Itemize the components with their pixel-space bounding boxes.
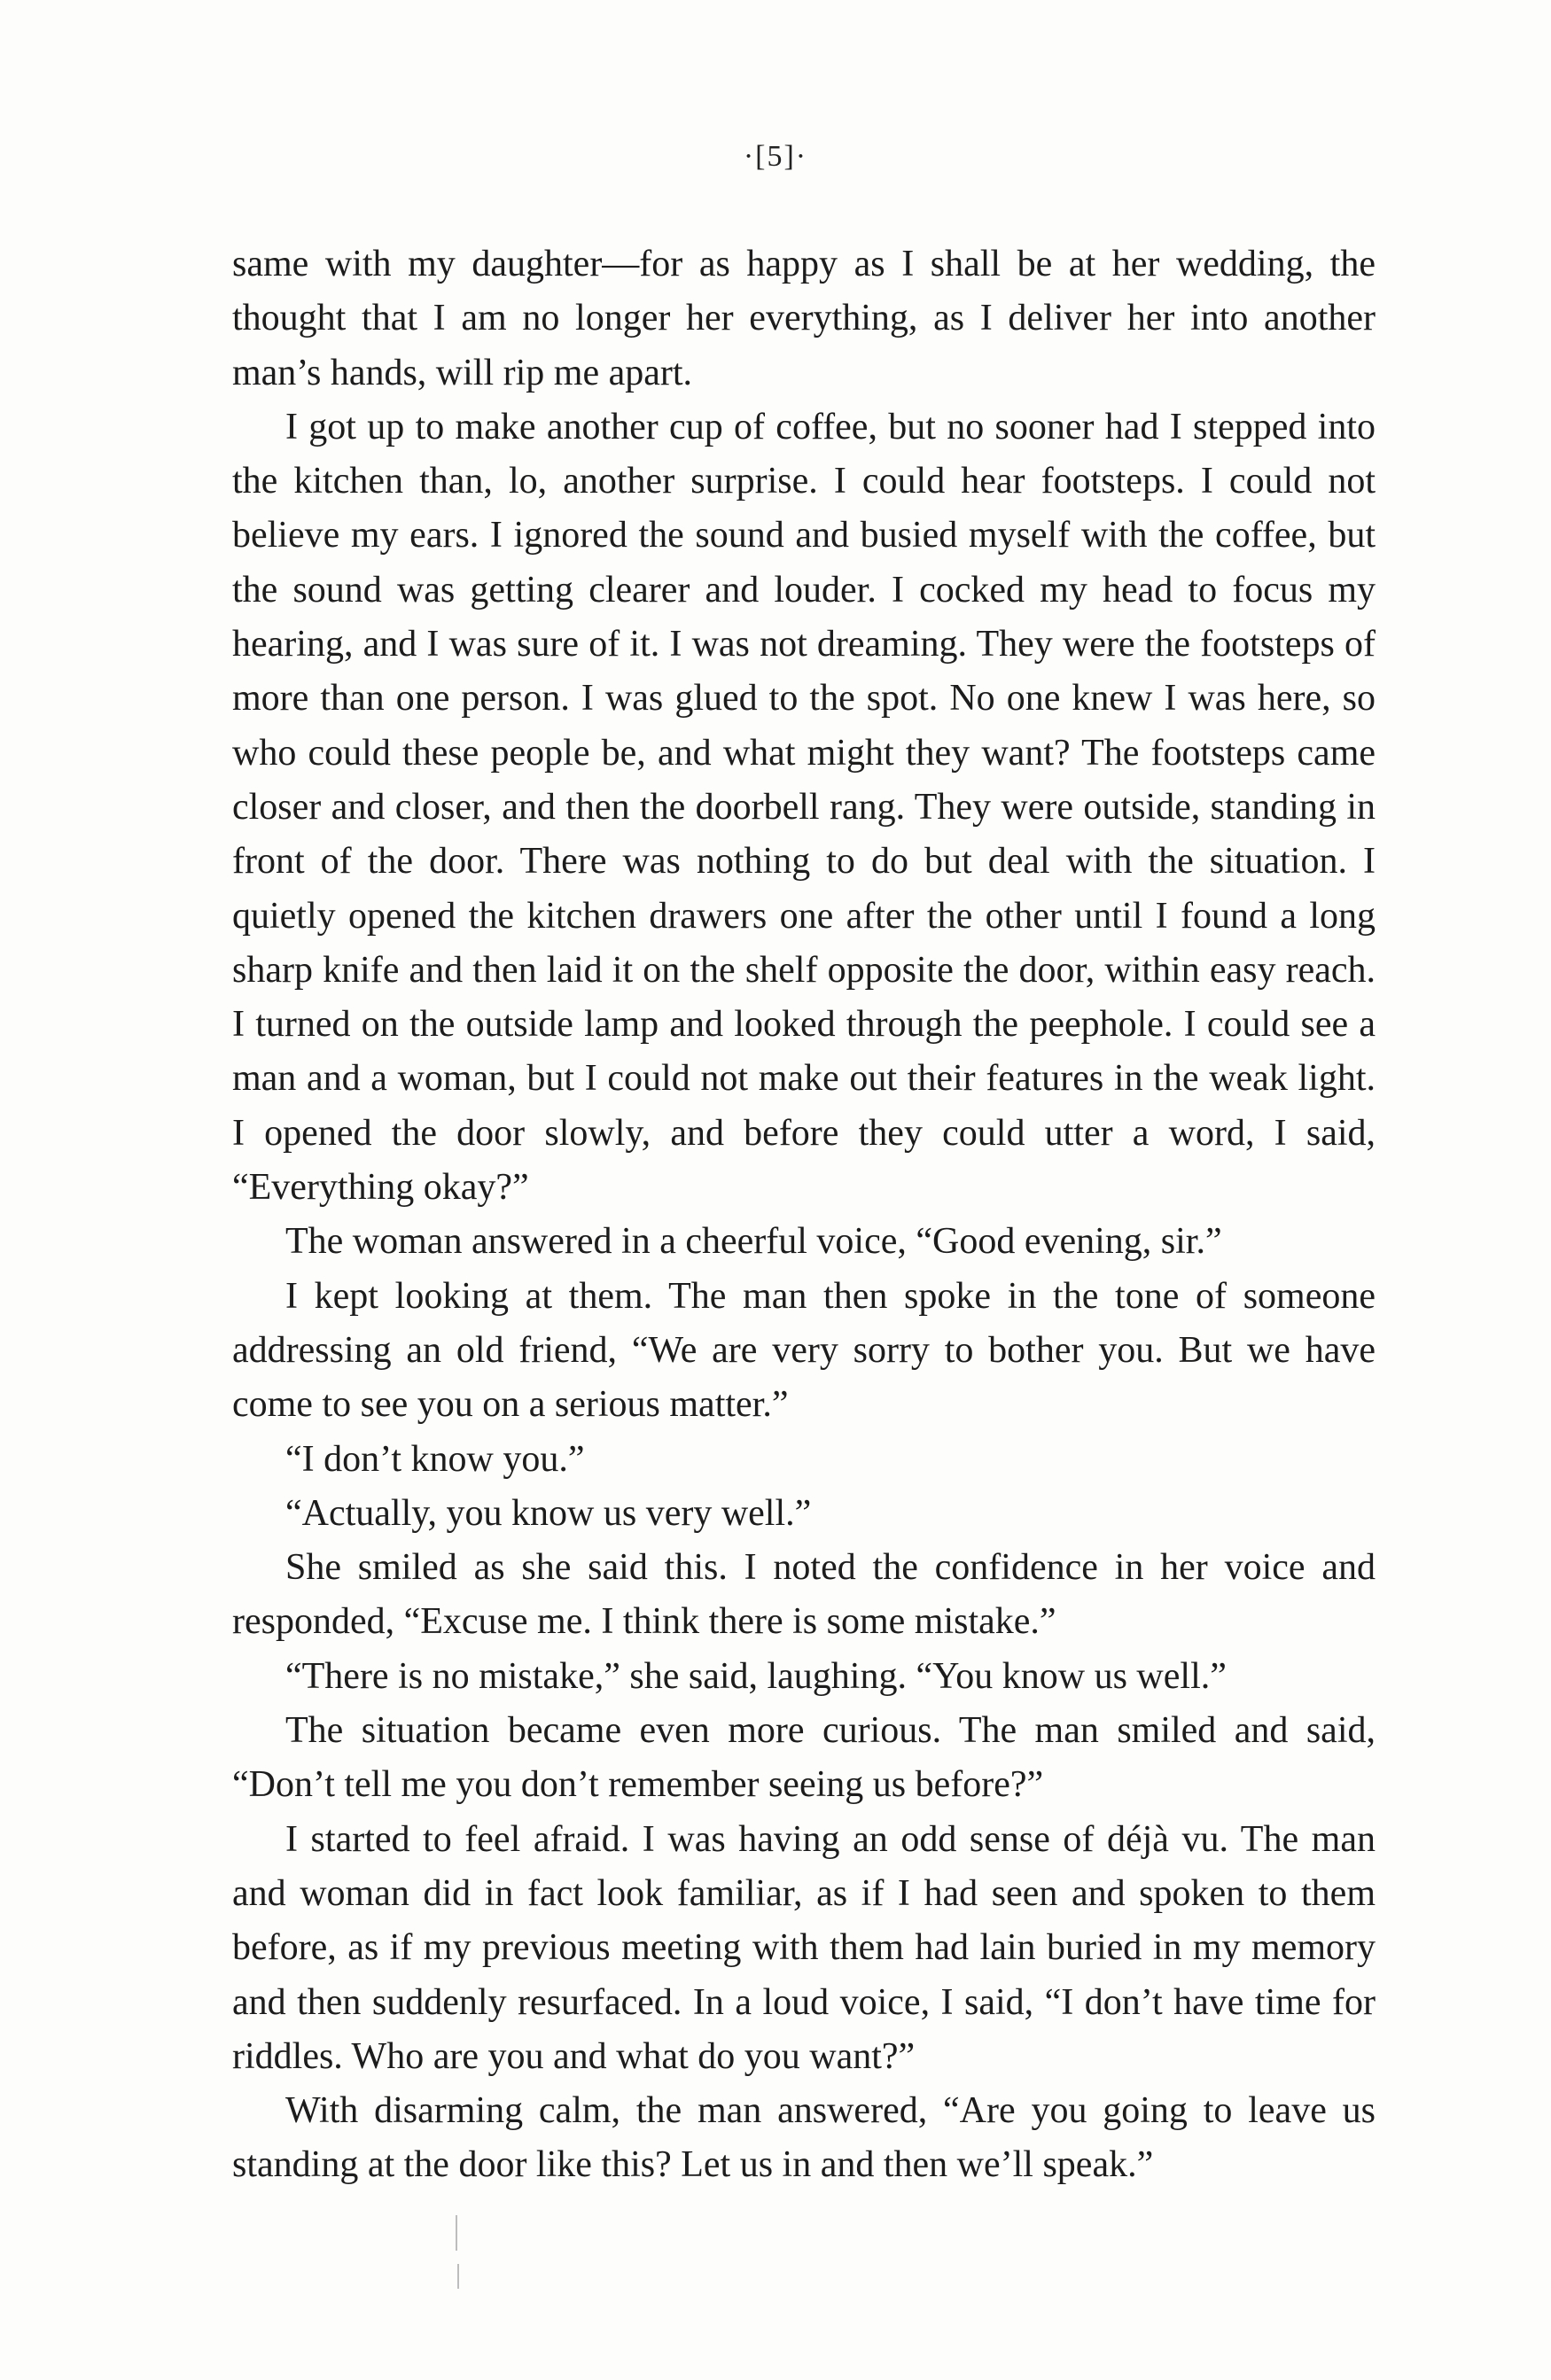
paragraph: I started to feel afraid. I was having an odd sense of déjà vu. The man and woman did in fact look familiar, as if I had seen and spoken to them before, as if my previous meeting with them had lain buried in my memory and then suddenly resurfaced. In a loud voice, I said, “I don’t have time for riddles. Who are you and what do you want?” [232, 1818, 1376, 2077]
scan-mark [456, 2215, 457, 2251]
scan-mark [457, 2264, 459, 2289]
paragraph: “There is no mistake,” she said, laughing. “You know us well.” [285, 1655, 1227, 1697]
body-text [232, 237, 1376, 2193]
paragraph: The woman answered in a cheerful voice, “Good evening, sir.” [285, 1221, 1222, 1263]
paragraph: I got up to make another cup of coffee, but no sooner had I stepped into the kitchen than, lo, another surprise. I could hear footsteps. I could not believe my ears. I ignored the sound and busied myself with the coffee, but the sound was getting clearer and louder. I cocked my head to focus my hearing, and I was sure of it. I was not dreaming. They were the footsteps of more than one person. I was glued to the spot. No one knew I was here, so who could these people be, and what might they want? The footsteps came closer and closer, and then the doorbell rang. They were outside, standing in front of the door. There was nothing to do but deal with the situation. I quietly opened the kitchen drawers one after the other until I found a long sharp knife and then laid it on the shelf opposite the door, within easy reach. I turned on the outside lamp and looked through the peephole. I could see a man and a woman, but I could not make out their features in the weak light. I opened the door slowly, and before they could utter a word, I said, “Everything okay?” [232, 406, 1376, 1209]
page-number: ·[5]· [743, 140, 808, 173]
paragraph: “Actually, you know us very well.” [285, 1492, 812, 1534]
paragraph: “I don’t know you.” [285, 1438, 585, 1480]
paragraph: I kept looking at them. The man then spoke in the tone of someone addressing an old friend, “We are very sorry to bother you. But we have come to see you on a serious matter.” [232, 1275, 1376, 1426]
paragraph: The situation became even more curious. The man smiled and said, “Don’t tell me you don’t remember seeing us before?” [232, 1710, 1376, 1806]
paragraph: She smiled as she said this. I noted the confidence in her voice and responded, “Excuse me. I think there is some mistake.” [232, 1547, 1376, 1643]
paragraph: With disarming calm, the man answered, “Are you going to leave us standing at the door like this? Let us in and then we’ll speak.” [232, 2090, 1376, 2186]
paragraph: same with my daughter—for as happy as I shall be at her wedding, the thought that I am no longer her everything, as I deliver her into another man’s hands, will rip me apart. [232, 244, 1376, 393]
